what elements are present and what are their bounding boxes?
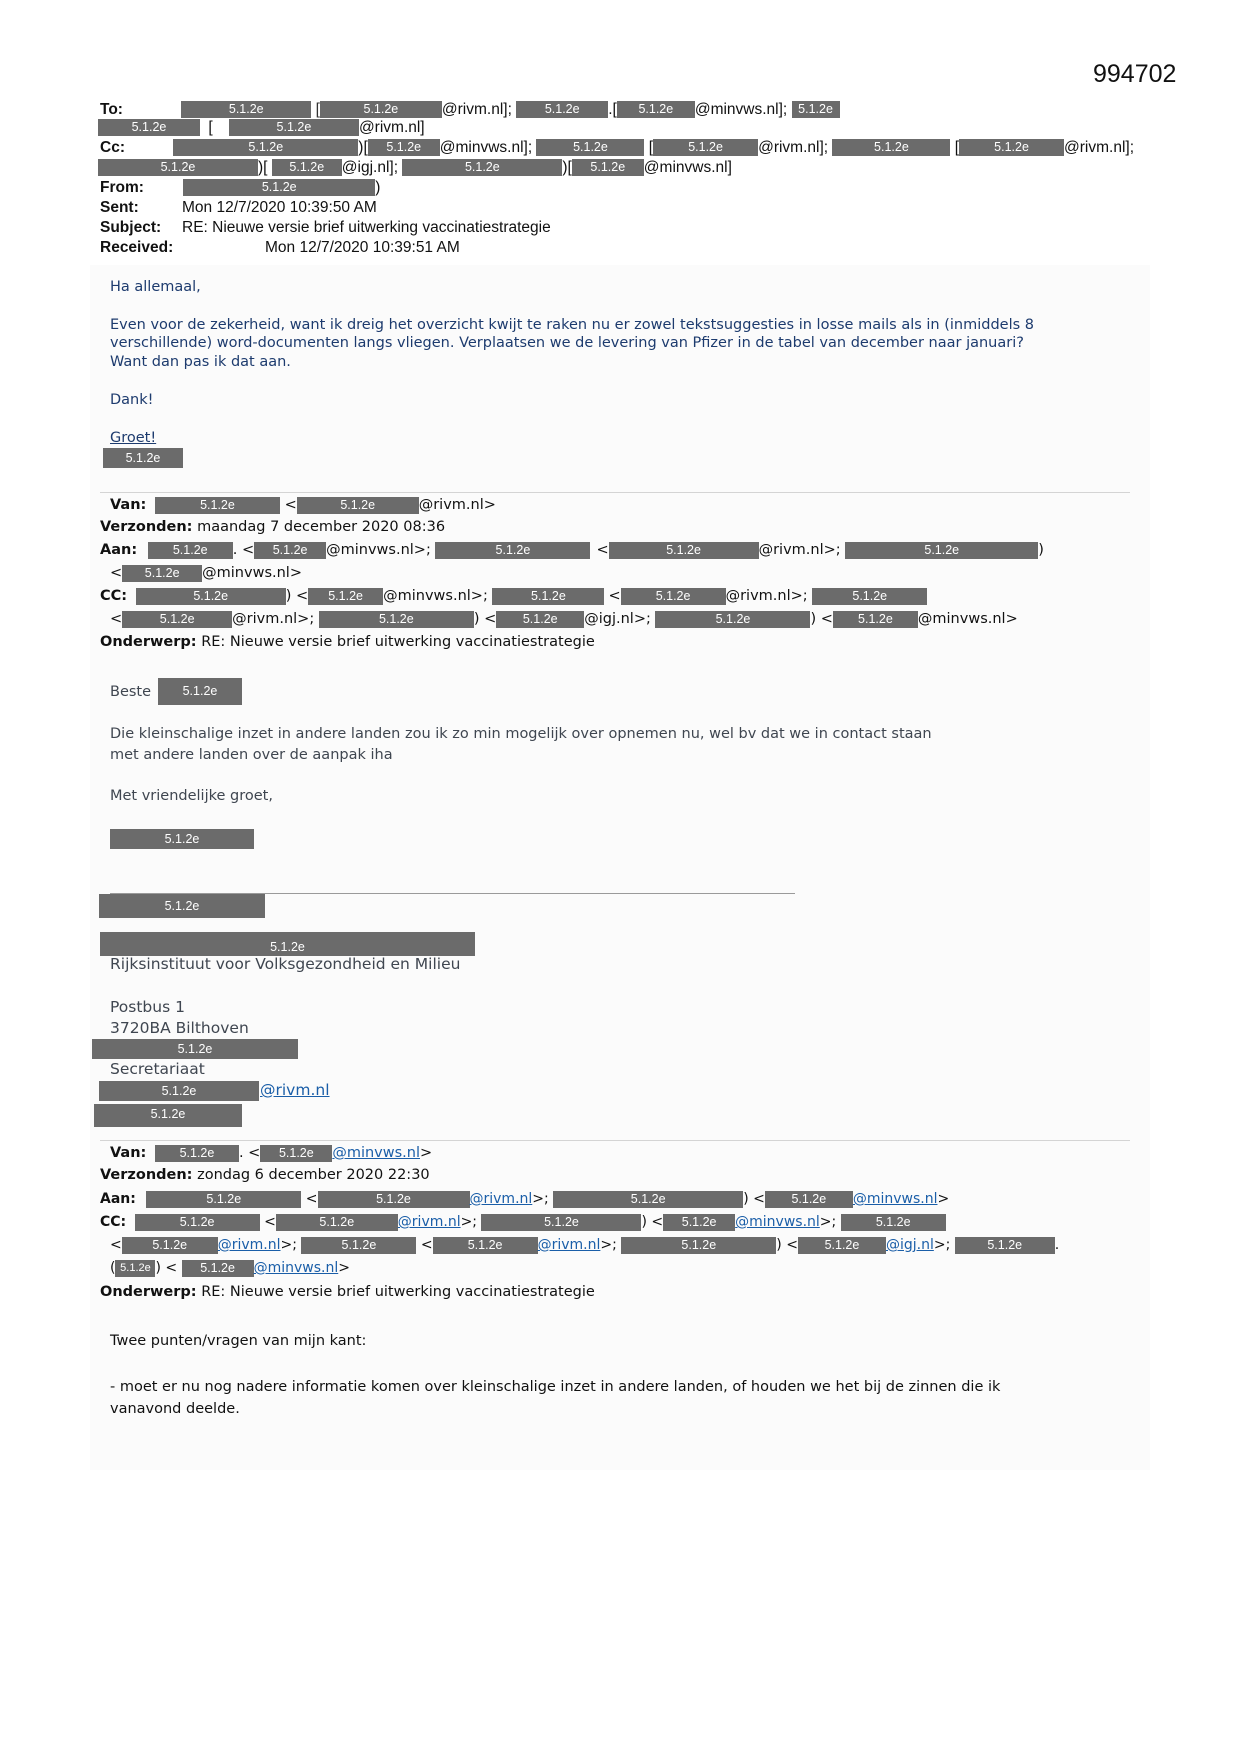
verzonden-value: zondag 6 december 2020 22:30: [197, 1167, 430, 1183]
van-address-suffix: @rivm.nl>: [418, 497, 496, 513]
redaction: 5.1.2e: [481, 1214, 641, 1231]
redaction: 5.1.2e: [609, 542, 759, 559]
cc-label: Cc:: [100, 139, 125, 156]
cc-label: CC:: [100, 588, 128, 604]
signature-postbus: Postbus 1: [110, 998, 185, 1016]
redaction: 5.1.2e: [115, 1260, 155, 1277]
signature-institute: Rijksinstituut voor Volksgezondheid en Milieu: [110, 955, 461, 973]
sent-label: Sent:: [100, 199, 139, 216]
redaction: 5.1.2e: [135, 1214, 260, 1231]
cc-address-suffix: @rivm.nl];: [1064, 139, 1135, 156]
verzonden-line: [100, 1166, 430, 1185]
redaction: 5.1.2e: [832, 139, 950, 156]
redaction: 5.1.2e: [99, 1081, 259, 1101]
redaction: 5.1.2e: [183, 179, 375, 196]
cc-line-2: 5.1.2e )[ 5.1.2e @igj.nl]; 5.1.2e )[ 5.1.2e @minvws.nl]: [98, 158, 732, 177]
verzonden-line: [100, 518, 445, 537]
redaction: 5.1.2e: [98, 159, 258, 176]
cc-line-1: CC: 5.1.2e < 5.1.2e @rivm.nl>; 5.1.2e ) < 5.1.2e @minvws.nl>; 5.1.2e: [100, 1213, 946, 1232]
van-label: Van:: [110, 497, 147, 513]
to-line-1: To: 5.1.2e [ 5.1.2e @rivm.nl]; 5.1.2e .[ 5.1.2e @minvws.nl]; 5.1.2e: [100, 100, 840, 119]
redaction: 5.1.2e: [308, 588, 383, 605]
body-line: Even voor de zekerheid, want ik dreig het overzicht kwijt te raken nu er zowel tekstsuggesties in losse mails als in (inmiddels 8: [110, 317, 1034, 333]
redaction: 5.1.2e: [155, 497, 280, 514]
redaction: 5.1.2e: [254, 542, 326, 559]
onderwerp-label: Onderwerp:: [100, 634, 197, 650]
onderwerp-line: [100, 633, 595, 652]
redaction: 5.1.2e: [92, 1039, 298, 1059]
redaction: 5.1.2e: [433, 1237, 538, 1254]
aan-line-2: < 5.1.2e @minvws.nl>: [110, 565, 302, 581]
redaction: 5.1.2e: [663, 1214, 735, 1231]
van-label: Van:: [110, 1145, 147, 1161]
cc-address-suffix: @minvws.nl>;: [383, 588, 488, 604]
point-line: vanavond deelde.: [110, 1401, 240, 1417]
redaction: 5.1.2e: [301, 1237, 416, 1254]
redaction: 5.1.2e: [621, 588, 726, 605]
redaction: 5.1.2e: [155, 1145, 239, 1162]
redaction: 5.1.2e: [812, 588, 927, 605]
redaction: 5.1.2e: [841, 1214, 946, 1231]
cc-address-suffix: @igj.nl>;: [584, 611, 651, 627]
cc-address-suffix: @rivm.nl>;: [232, 611, 315, 627]
redaction: 5.1.2e: [798, 1237, 886, 1254]
redaction: 5.1.2e: [100, 932, 475, 956]
to-address-suffix: @rivm.nl];: [441, 101, 512, 118]
cc-address-suffix: @rivm.nl];: [758, 139, 829, 156]
redaction: 5.1.2e: [99, 894, 265, 918]
to-label: To:: [100, 101, 123, 118]
redaction: 5.1.2e: [319, 611, 474, 628]
verzonden-value: maandag 7 december 2020 08:36: [197, 519, 446, 535]
redaction: 5.1.2e: [94, 1104, 242, 1127]
subject-line: [100, 218, 551, 237]
redaction: 5.1.2e: [435, 542, 590, 559]
onderwerp-label: Onderwerp:: [100, 1284, 197, 1300]
received-label: Received:: [100, 239, 174, 256]
redaction: 5.1.2e: [621, 1237, 776, 1254]
cc-address-suffix: @minvws.nl>: [917, 611, 1018, 627]
to-address-suffix: @rivm.nl]: [358, 119, 425, 136]
body-line: met andere landen over de aanpak iha: [110, 747, 393, 763]
to-line-2: 5.1.2e [ 5.1.2e @rivm.nl]: [98, 118, 425, 137]
redaction: 5.1.2e: [617, 101, 695, 118]
aan-label: Aan:: [100, 542, 138, 558]
verzonden-label: Verzonden:: [100, 1167, 193, 1183]
aan-label: Aan:: [100, 1191, 136, 1207]
redaction: 5.1.2e: [158, 678, 242, 705]
redaction: 5.1.2e: [318, 1191, 470, 1208]
redaction: 5.1.2e: [272, 159, 342, 176]
document-number: 994702: [1093, 60, 1177, 88]
redaction: 5.1.2e: [553, 1191, 743, 1208]
redaction: 5.1.2e: [572, 159, 644, 176]
redaction: 5.1.2e: [122, 1237, 218, 1254]
salutation: Beste: [110, 684, 152, 700]
redaction: 5.1.2e: [103, 448, 183, 468]
sent-line: [100, 198, 377, 217]
aan-address-suffix: @minvws.nl>;: [326, 542, 431, 558]
cc-address-suffix: @rivm.nl>;: [725, 588, 808, 604]
redaction: 5.1.2e: [402, 159, 562, 176]
aan-line-1: Aan: 5.1.2e . < 5.1.2e @minvws.nl>; 5.1.2e < 5.1.2e @rivm.nl>; 5.1.2e ): [100, 542, 1044, 558]
redaction: 5.1.2e: [655, 611, 810, 628]
aan-address-suffix: @rivm.nl>;: [758, 542, 841, 558]
cc-line-2: < 5.1.2e @rivm.nl>; 5.1.2e < 5.1.2e @rivm.nl>; 5.1.2e ) < 5.1.2e @igj.nl>; 5.1.2e .: [110, 1237, 1060, 1253]
redaction: 5.1.2e: [98, 119, 200, 136]
redaction: 5.1.2e: [368, 139, 440, 156]
redaction: 5.1.2e: [122, 611, 232, 628]
cc-address-link[interactable]: @minvws.nl: [253, 1260, 339, 1276]
divider: [100, 492, 1130, 493]
cc-line-1: CC: 5.1.2e ) < 5.1.2e @minvws.nl>; 5.1.2e < 5.1.2e @rivm.nl>; 5.1.2e: [100, 587, 927, 606]
aan-address-suffix: @minvws.nl>: [202, 565, 302, 581]
cc-label: CC:: [100, 1214, 127, 1230]
redaction: 5.1.2e: [122, 565, 202, 582]
redaction: 5.1.2e: [653, 139, 758, 156]
to-address-suffix: @minvws.nl];: [694, 101, 788, 118]
body-line: verschillende) word-documenten langs vliegen. Verplaatsen we de levering van Pfizer in de tabel van december naar januari?: [110, 335, 1024, 351]
cc-address-link[interactable]: @rivm.nl: [397, 1214, 461, 1230]
redaction: 5.1.2e: [516, 101, 608, 118]
cc-address-link[interactable]: @rivm.nl: [537, 1237, 601, 1253]
aan-address-link[interactable]: @rivm.nl: [469, 1191, 533, 1207]
cc-address-suffix: @igj.nl];: [341, 159, 399, 176]
signature-email-link[interactable]: @rivm.nl: [260, 1081, 330, 1099]
from-label: From:: [100, 179, 144, 196]
cc-line-1: Cc: 5.1.2e )[ 5.1.2e @minvws.nl]; 5.1.2e [ 5.1.2e @rivm.nl]; 5.1.2e [ 5.1.2e @rivm.nl];: [100, 139, 1135, 156]
cc-line-2: < 5.1.2e @rivm.nl>; 5.1.2e ) < 5.1.2e @igj.nl>; 5.1.2e ) < 5.1.2e @minvws.nl>: [110, 611, 1018, 627]
van-address-link[interactable]: @minvws.nl: [332, 1145, 420, 1161]
redaction: 5.1.2e: [496, 611, 584, 628]
redaction: 5.1.2e: [182, 1260, 254, 1277]
aan-line: Aan: 5.1.2e < 5.1.2e @rivm.nl>; 5.1.2e ) < 5.1.2e @minvws.nl>: [100, 1191, 950, 1207]
redaction: 5.1.2e: [260, 1145, 332, 1162]
onderwerp-line: [100, 1283, 595, 1302]
redaction: 5.1.2e: [792, 101, 840, 118]
verzonden-label: Verzonden:: [100, 519, 193, 535]
closing: Groet!: [110, 430, 157, 446]
redaction: 5.1.2e: [959, 139, 1064, 156]
van-line: Van: 5.1.2e . < 5.1.2e @minvws.nl>: [110, 1145, 433, 1161]
signature-city: 3720BA Bilthoven: [110, 1019, 249, 1037]
from-line: From: 5.1.2e ): [100, 179, 381, 196]
redaction: 5.1.2e: [955, 1237, 1055, 1254]
received-value: Mon 12/7/2020 10:39:51 AM: [265, 239, 460, 256]
cc-address-link[interactable]: @rivm.nl: [217, 1237, 281, 1253]
redaction: 5.1.2e: [833, 611, 918, 628]
body-line: Want dan pas ik dat aan.: [110, 354, 291, 370]
redaction: 5.1.2e: [297, 497, 419, 514]
salutation-line: [110, 683, 151, 702]
redaction: 5.1.2e: [320, 101, 442, 118]
onderwerp-value: RE: Nieuwe versie brief uitwerking vaccinatiestrategie: [201, 1284, 595, 1300]
received-line: [100, 238, 460, 257]
redaction: 5.1.2e: [536, 139, 644, 156]
van-line: Van: 5.1.2e < 5.1.2e @rivm.nl>: [110, 497, 496, 513]
greeting: Ha allemaal,: [110, 279, 201, 295]
signature-secretariaat: Secretariaat: [110, 1060, 205, 1078]
redaction: 5.1.2e: [845, 542, 1038, 559]
onderwerp-value: RE: Nieuwe versie brief uitwerking vaccinatiestrategie: [201, 634, 595, 650]
subject-value: RE: Nieuwe versie brief uitwerking vaccinatiestrategie: [182, 219, 551, 236]
cc-address-link[interactable]: @igj.nl: [885, 1237, 934, 1253]
aan-address-link[interactable]: @minvws.nl: [852, 1191, 938, 1207]
body-line: Die kleinschalige inzet in andere landen zou ik zo min mogelijk over opnemen nu, wel bv dat we in contact staan: [110, 726, 932, 742]
redaction: 5.1.2e: [492, 588, 604, 605]
thanks: Dank!: [110, 392, 154, 408]
redaction: 5.1.2e: [229, 119, 359, 136]
signature-email[interactable]: [260, 1081, 330, 1100]
cc-address-link[interactable]: @minvws.nl: [735, 1214, 820, 1230]
cc-line-3: ( 5.1.2e ) < 5.1.2e @minvws.nl>: [110, 1260, 350, 1276]
point-line: - moet er nu nog nadere informatie komen over kleinschalige inzet in andere landen, of houden we het bij de zinnen die ik: [110, 1379, 1001, 1395]
divider: [100, 1140, 1130, 1141]
intro: Twee punten/vragen van mijn kant:: [110, 1333, 367, 1349]
redaction: 5.1.2e: [181, 101, 311, 118]
redaction: 5.1.2e: [173, 139, 358, 156]
sent-value: Mon 12/7/2020 10:39:50 AM: [182, 199, 377, 216]
redaction: 5.1.2e: [276, 1214, 398, 1231]
redaction: 5.1.2e: [146, 1191, 301, 1208]
redaction: 5.1.2e: [765, 1191, 853, 1208]
closing: Met vriendelijke groet,: [110, 788, 273, 804]
redaction: 5.1.2e: [136, 588, 286, 605]
cc-address-suffix: @minvws.nl]: [643, 159, 732, 176]
cc-address-suffix: @minvws.nl];: [439, 139, 533, 156]
redaction: 5.1.2e: [110, 829, 254, 849]
redaction: 5.1.2e: [148, 542, 233, 559]
subject-label: Subject:: [100, 219, 162, 236]
